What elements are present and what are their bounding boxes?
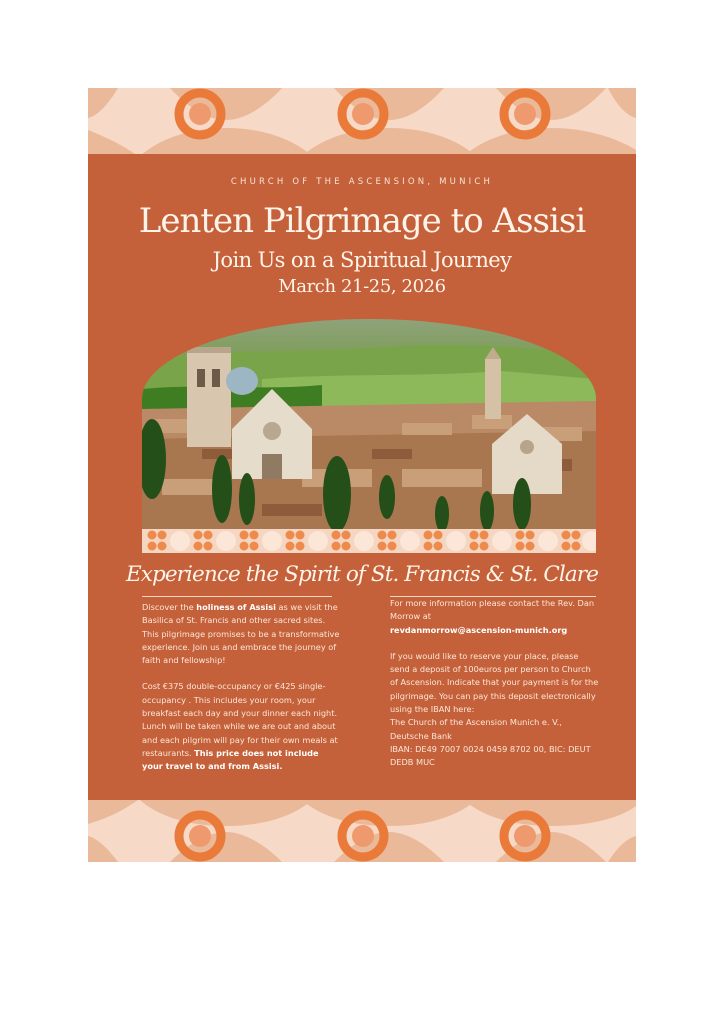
assisi-photo xyxy=(142,319,596,529)
contact-email-link[interactable]: revdanmorrow@ascension-munich.org xyxy=(390,624,568,635)
dot-pattern-icon xyxy=(142,529,596,553)
divider-left xyxy=(142,596,332,597)
decorative-dot-strip xyxy=(142,529,596,553)
ring-pattern-icon xyxy=(88,88,636,156)
cost-paragraph: Cost €375 double-occupancy or €425 single-occupancy . This includes your room, your breakfast each day and your dinner each night. Lunch will be taken while we are out and about and each pilgrim will pay for their own meals at restaurants. This price does not include your travel to and from Assisi. xyxy=(142,681,338,772)
account-name: The Church of the Ascension Munich e. V., Deutsche Bank xyxy=(390,717,562,741)
headline: Experience the Spirit of St. Francis & St. Clare xyxy=(125,562,599,587)
iban-text: IBAN: DE49 7007 0024 0459 8702 00, BIC: DEUT DEDB MUC xyxy=(390,743,591,768)
top-pattern-band xyxy=(88,88,636,156)
flyer xyxy=(88,88,636,862)
deposit-paragraph: If you would like to reserve your place, please send a deposit of 100euros per person to Church of Ascension. Indicate that your payment is for the pilgrimage. You can pay this deposit electronically using the IBAN here: The Church of the Ascension Munich e. V., Deutsche Bank IBAN: DE49 7007 0024 0459 8702 00, BIC: DEUT DEDB MUC xyxy=(390,650,599,768)
contact-paragraph: For more information please contact the Rev. Dan Morrow at revdanmorrow@ascension-munich.org xyxy=(390,598,595,635)
organizer-kicker: CHURCH OF THE ASCENSION, MUNICH xyxy=(230,177,494,187)
description-column xyxy=(142,601,342,787)
page-title: Lenten Pilgrimage to Assisi xyxy=(138,201,586,241)
ring-pattern-icon xyxy=(88,800,636,862)
contact-column xyxy=(390,597,600,770)
bottom-pattern-band xyxy=(88,800,636,862)
subtitle: Join Us on a Spiritual Journey xyxy=(212,248,512,272)
event-date: March 21-25, 2026 xyxy=(278,276,446,297)
intro-paragraph: Discover the holiness of Assisi as we visit the Basilica of St. Francis and other sacred sites. This pilgrimage promises to be a transformative experience. Join us and embrace the journey of faith and fellowship! xyxy=(142,602,340,666)
